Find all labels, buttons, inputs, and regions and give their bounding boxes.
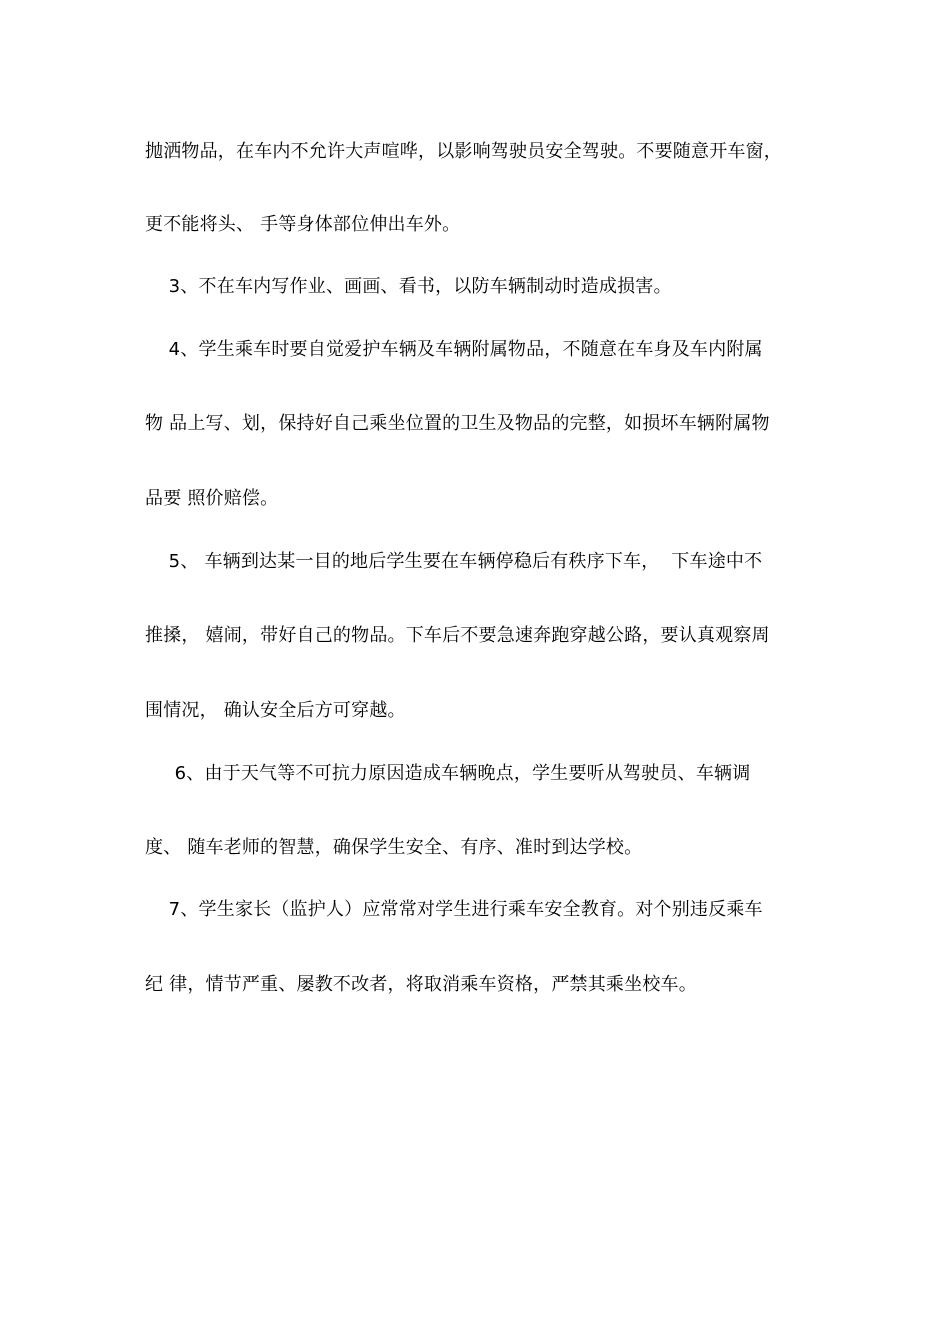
text-line-4: 4、学生乘车时要自觉爱护车辆及车辆附属物品，不随意在车身及车内附属	[145, 339, 763, 360]
text-line-8: 推搡， 嬉闹，带好自己的物品。下车后不要急速奔跑穿越公路，要认真观察周	[145, 625, 770, 646]
text-line-11: 度、 随车老师的智慧，确保学生安全、有序、准时到达学校。	[145, 837, 643, 858]
text-line-10: 6、由于天气等不可抗力原因造成车辆晚点，学生要听从驾驶员、车辆调	[145, 763, 751, 784]
text-line-1: 抛洒物品，在车内不允许大声喧哗，以影响驾驶员安全驾驶。不要随意开车窗，	[145, 141, 782, 162]
text-line-6: 品要 照价赔偿。	[145, 488, 279, 509]
text-line-5: 物 品上写、划，保持好自己乘坐位置的卫生及物品的完整，如损坏车辆附属物	[145, 413, 770, 434]
text-line-12: 7、学生家长（监护人）应常常对学生进行乘车安全教育。对个别违反乘车	[145, 899, 763, 920]
text-line-9: 围情况， 确认安全后方可穿越。	[145, 700, 406, 721]
text-line-3: 3、不在车内写作业、画画、看书，以防车辆制动时造成损害。	[145, 276, 672, 297]
text-line-13: 纪 律，情节严重、屡教不改者，将取消乘车资格，严禁其乘坐校车。	[145, 974, 697, 995]
text-line-7: 5、 车辆到达某一目的地后学生要在车辆停稳后有秩序下车， 下车途中不	[145, 551, 763, 572]
text-line-2: 更不能将头、 手等身体部位伸出车外。	[145, 214, 461, 235]
